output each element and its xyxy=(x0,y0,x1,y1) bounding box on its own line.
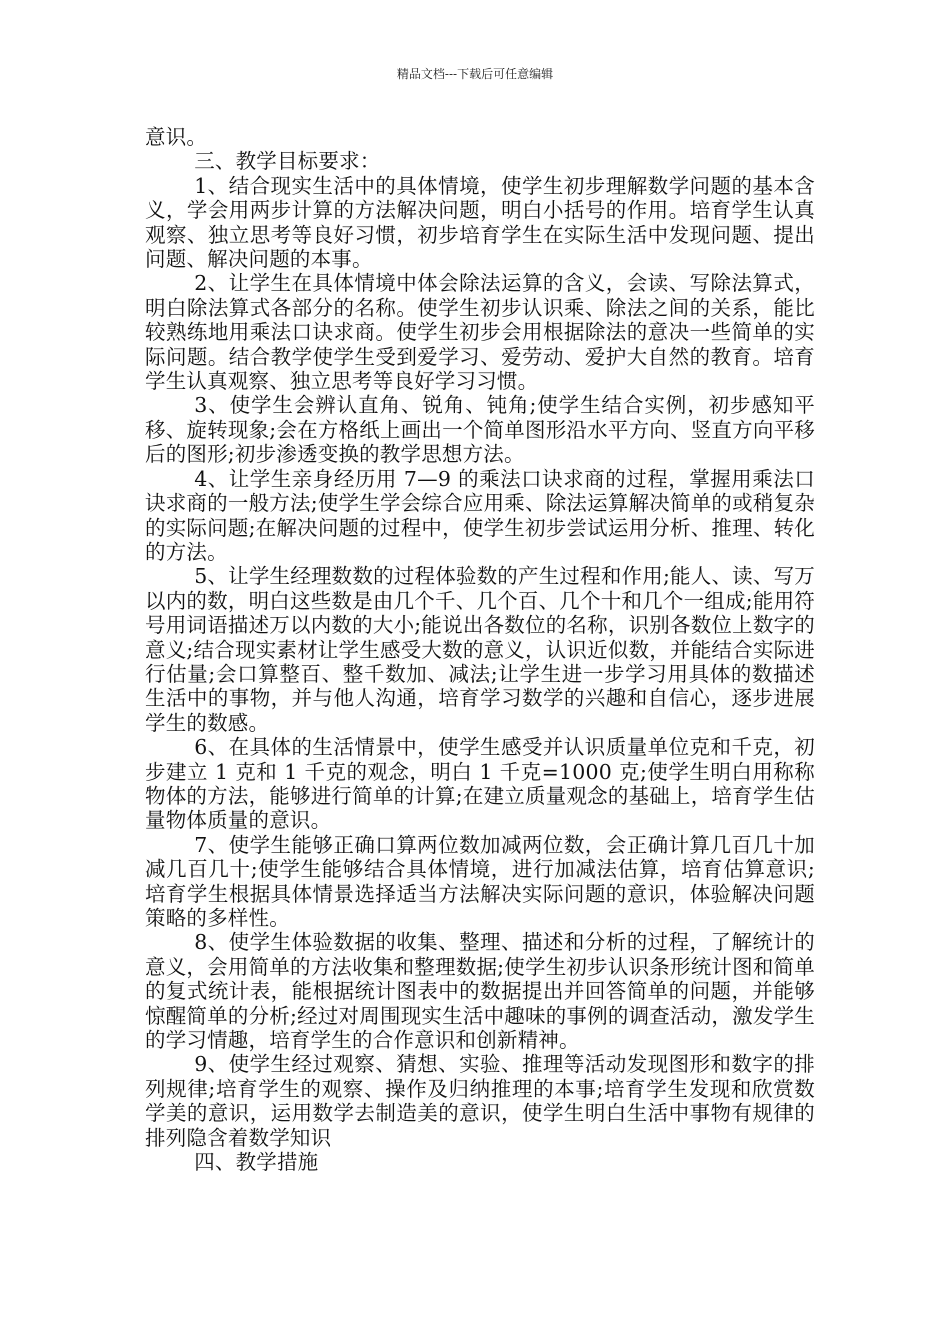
goal-paragraph-1: 1、结合现实生活中的具体情境，使学生初步理解数学问题的基本含义，学会用两步计算的方法解决问题，明白小括号的作用。培育学生认真观察、独立思考等良好习惯，初步培育学生在实际生活中发现问题、提出问题、解决问题的本事。 xyxy=(145,173,815,272)
page-header: 精品文档---下载后可任意编辑 xyxy=(396,67,554,81)
section-heading-teaching-measures: 四、教学措施 xyxy=(194,1150,319,1175)
document-body xyxy=(145,125,815,1174)
goal-paragraph-5: 5、让学生经理数数的过程体验数的产生过程和作用;能人、读、写万以内的数，明白这些数是由几个千、几个百、几个十和几个一组成;能用符号用词语描述万以内数的大小;能说出各数位的名称，识别各数位上数字的意义;结合现实素材让学生感受大数的意义，认识近似数，并能结合实际进行估量;会口算整百、整千数加、减法;让学生进一步学习用具体的数描述生活中的事物，并与他人沟通，培育学习数学的兴趣和自信心，逐步进展学生的数感。 xyxy=(145,564,815,735)
paragraph-continuation: 意识。 xyxy=(145,125,208,149)
goal-paragraph-2: 2、让学生在具体情境中体会除法运算的含义，会读、写除法算式，明白除法算式各部分的名称。使学生初步认识乘、除法之间的关系，能比较熟练地用乘法口诀求商。使学生初步会用根据除法的意决一些简单的实际问题。结合教学使学生受到爱学习、爱劳动、爱护大自然的教育。培育学生认真观察、独立思考等良好学习习惯。 xyxy=(145,271,815,394)
goal-paragraph-3: 3、使学生会辨认直角、锐角、钝角;使学生结合实例，初步感知平移、旋转现象;会在方格纸上画出一个简单图形沿水平方向、竖直方向平移后的图形;初步渗透变换的教学思想方法。 xyxy=(145,393,815,467)
goal-paragraph-8: 8、使学生体验数据的收集、整理、描述和分析的过程，了解统计的意义，会用简单的方法收集和整理数据;使学生初步认识条形统计图和简单的复式统计表，能根据统计图表中的数据提出并回答简单的问题，并能够惊醒简单的分析;经过对周围现实生活中趣味的事例的调查活动，激发学生的学习情趣，培育学生的合作意识和创新精神。 xyxy=(145,930,815,1053)
goal-paragraph-7: 7、使学生能够正确口算两位数加减两位数，会正确计算几百几十加减几百几十;使学生能够结合具体情境，进行加减法估算，培育估算意识;培育学生根据具体情景选择适当方法解决实际问题的意识，体验解决问题策略的多样性。 xyxy=(145,832,815,930)
goal-paragraph-9: 9、使学生经过观察、猜想、实验、推理等活动发现图形和数字的排列规律;培育学生的观察、操作及归纳推理的本事;培育学生发现和欣赏数学美的意识，运用数学去制造美的意识，使学生明白生活中事物有规律的排列隐含着数学知识 xyxy=(145,1052,815,1150)
goal-paragraph-6: 6、在具体的生活情景中，使学生感受并认识质量单位克和千克，初步建立 1 克和 1 千克的观念，明白 1 千克=1000 克;使学生明白用称称物体的方法，能够进行简单的计算;在建立质量观念的基础上，培育学生估量物体质量的意识。 xyxy=(145,735,815,833)
section-heading-teaching-goals: 三、教学目标要求： xyxy=(194,149,381,174)
goal-paragraph-4: 4、让学生亲身经历用 7—9 的乘法口诀求商的过程，掌握用乘法口诀求商的一般方法;使学生学会综合应用乘、除法运算解决简单的或稍复杂的实际问题;在解决问题的过程中，使学生初步尝试运用分析、推理、转化的方法。 xyxy=(145,466,815,564)
